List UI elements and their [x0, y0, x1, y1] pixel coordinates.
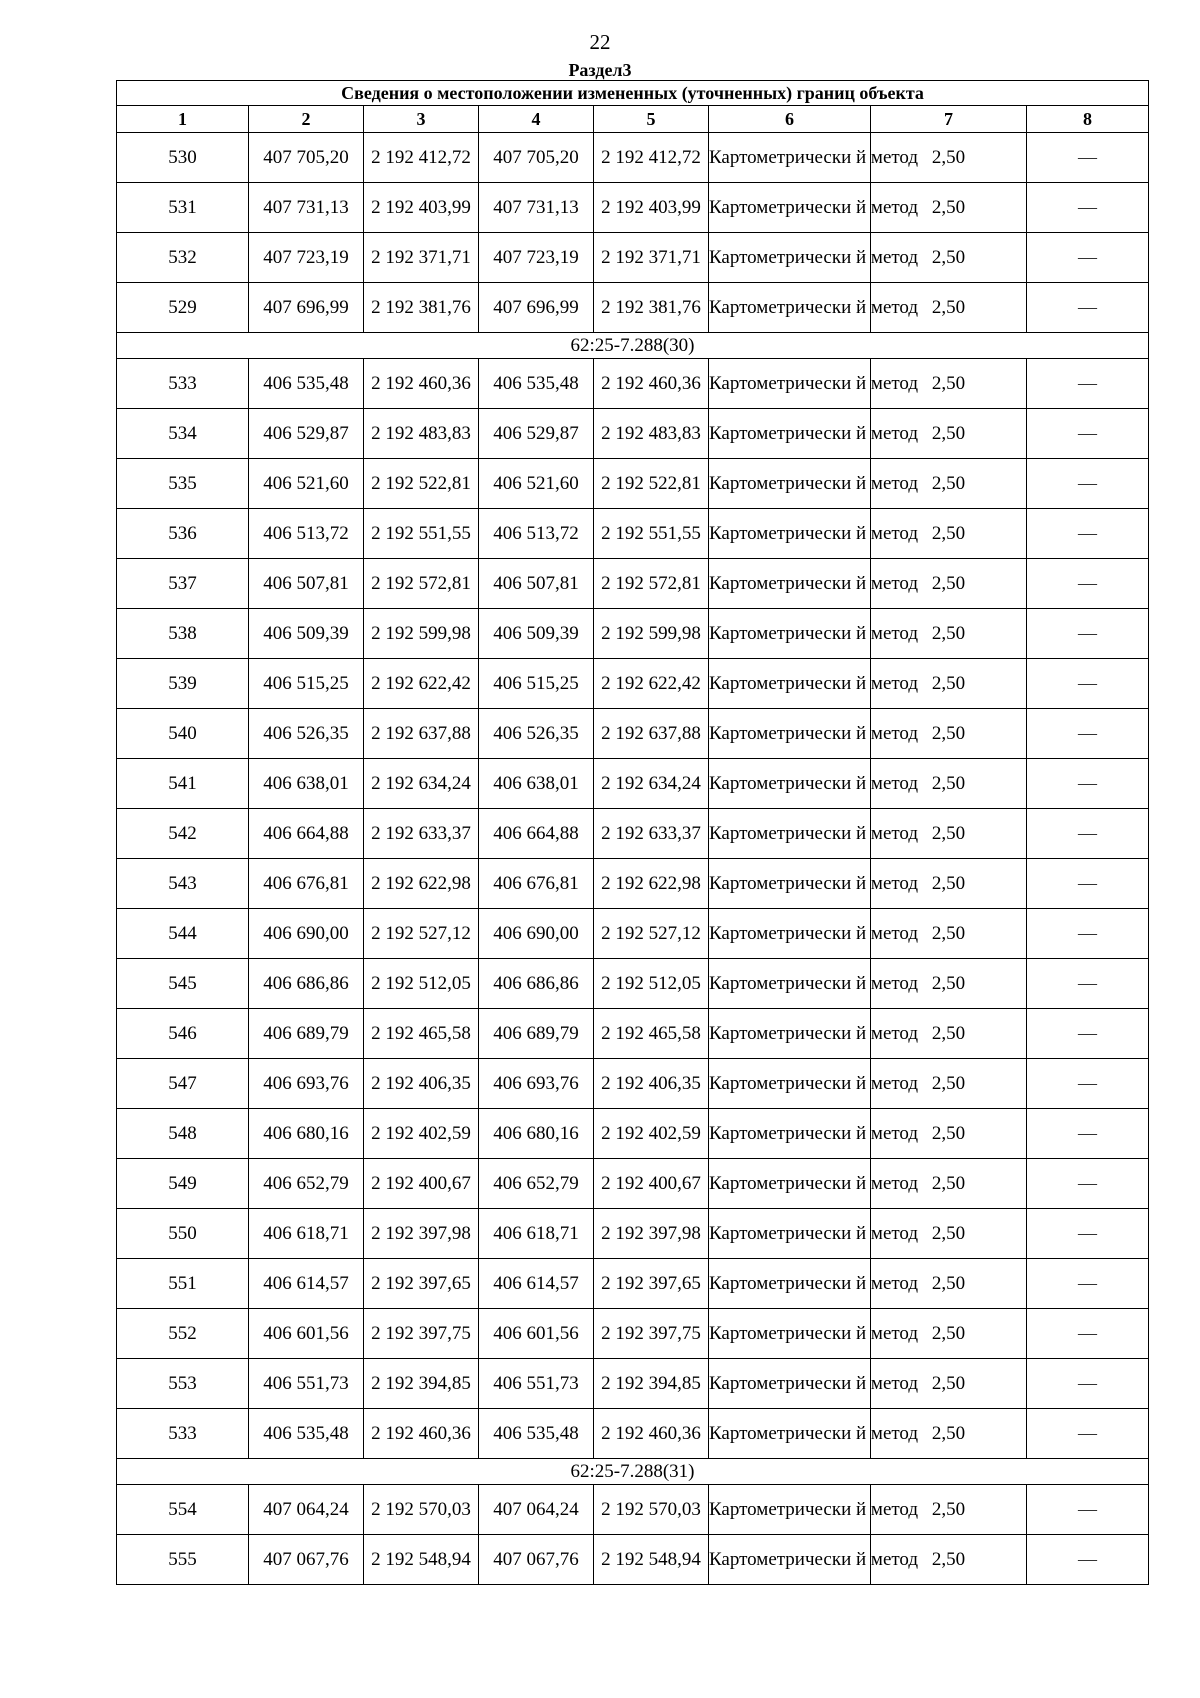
- point-number-cell: 545: [117, 959, 249, 1009]
- point-number-cell: 539: [117, 659, 249, 709]
- x-refined-cell: 406 529,87: [479, 409, 594, 459]
- note-cell: —: [1027, 559, 1149, 609]
- y-refined-cell: 2 192 522,81: [594, 459, 709, 509]
- y-refined-cell: 2 192 397,98: [594, 1209, 709, 1259]
- y-refined-cell: 2 192 394,85: [594, 1359, 709, 1409]
- method-cell: Картометрически й метод: [709, 759, 871, 809]
- y-refined-cell: 2 192 465,58: [594, 1009, 709, 1059]
- point-number-cell: 544: [117, 909, 249, 959]
- note-cell: —: [1027, 459, 1149, 509]
- table-row: [117, 283, 1149, 333]
- accuracy-cell: 2,50: [871, 1209, 1027, 1259]
- y-existing-cell: 2 192 402,59: [364, 1109, 479, 1159]
- x-refined-cell: 407 723,19: [479, 233, 594, 283]
- y-refined-cell: 2 192 460,36: [594, 1409, 709, 1459]
- x-existing-cell: 407 064,24: [249, 1485, 364, 1535]
- method-cell: Картометрически й метод: [709, 183, 871, 233]
- accuracy-cell: 2,50: [871, 233, 1027, 283]
- table-row: [117, 959, 1149, 1009]
- method-cell: Картометрически й метод: [709, 233, 871, 283]
- x-existing-cell: 406 529,87: [249, 409, 364, 459]
- accuracy-cell: 2,50: [871, 1485, 1027, 1535]
- point-number-cell: 530: [117, 133, 249, 183]
- x-refined-cell: 406 526,35: [479, 709, 594, 759]
- y-existing-cell: 2 192 406,35: [364, 1059, 479, 1109]
- point-number-cell: 538: [117, 609, 249, 659]
- section-title: Раздел3: [568, 60, 632, 80]
- y-refined-cell: 2 192 527,12: [594, 909, 709, 959]
- method-cell: Картометрически й метод: [709, 909, 871, 959]
- table-row: [117, 509, 1149, 559]
- x-existing-cell: 407 723,19: [249, 233, 364, 283]
- note-cell: —: [1027, 183, 1149, 233]
- y-existing-cell: 2 192 460,36: [364, 1409, 479, 1459]
- x-existing-cell: 406 535,48: [249, 1409, 364, 1459]
- method-cell: Картометрически й метод: [709, 283, 871, 333]
- x-refined-cell: 406 652,79: [479, 1159, 594, 1209]
- contour-group-label: 62:25-7.288(30): [117, 333, 1149, 359]
- note-cell: —: [1027, 859, 1149, 909]
- point-number-cell: 537: [117, 559, 249, 609]
- y-existing-cell: 2 192 394,85: [364, 1359, 479, 1409]
- accuracy-cell: 2,50: [871, 1309, 1027, 1359]
- y-refined-cell: 2 192 570,03: [594, 1485, 709, 1535]
- table-row: [117, 709, 1149, 759]
- point-number-cell: 529: [117, 283, 249, 333]
- y-refined-cell: 2 192 403,99: [594, 183, 709, 233]
- y-refined-cell: 2 192 633,37: [594, 809, 709, 859]
- page-number: 22: [589, 30, 611, 54]
- note-cell: —: [1027, 709, 1149, 759]
- y-refined-cell: 2 192 400,67: [594, 1159, 709, 1209]
- note-cell: —: [1027, 609, 1149, 659]
- x-refined-cell: 406 680,16: [479, 1109, 594, 1159]
- method-cell: Картометрически й метод: [709, 659, 871, 709]
- point-number-cell: 549: [117, 1159, 249, 1209]
- y-existing-cell: 2 192 522,81: [364, 459, 479, 509]
- y-refined-cell: 2 192 622,42: [594, 659, 709, 709]
- note-cell: —: [1027, 909, 1149, 959]
- note-cell: —: [1027, 409, 1149, 459]
- column-number: 7: [871, 106, 1027, 133]
- x-existing-cell: 406 693,76: [249, 1059, 364, 1109]
- x-refined-cell: 406 618,71: [479, 1209, 594, 1259]
- x-refined-cell: 407 696,99: [479, 283, 594, 333]
- method-cell: Картометрически й метод: [709, 133, 871, 183]
- table-row: [117, 1209, 1149, 1259]
- y-refined-cell: 2 192 397,65: [594, 1259, 709, 1309]
- note-cell: —: [1027, 1109, 1149, 1159]
- column-number: 3: [364, 106, 479, 133]
- note-cell: —: [1027, 1209, 1149, 1259]
- method-cell: Картометрически й метод: [709, 809, 871, 859]
- x-refined-cell: 406 689,79: [479, 1009, 594, 1059]
- method-cell: Картометрически й метод: [709, 1535, 871, 1585]
- accuracy-cell: 2,50: [871, 1409, 1027, 1459]
- note-cell: —: [1027, 283, 1149, 333]
- column-number: 8: [1027, 106, 1149, 133]
- method-cell: Картометрически й метод: [709, 409, 871, 459]
- x-existing-cell: 407 067,76: [249, 1535, 364, 1585]
- note-cell: —: [1027, 1485, 1149, 1535]
- table-row: [117, 1159, 1149, 1209]
- note-cell: —: [1027, 1259, 1149, 1309]
- point-number-cell: 541: [117, 759, 249, 809]
- x-refined-cell: 406 515,25: [479, 659, 594, 709]
- x-refined-cell: 406 693,76: [479, 1059, 594, 1109]
- table-row: [117, 1109, 1149, 1159]
- accuracy-cell: 2,50: [871, 409, 1027, 459]
- x-existing-cell: 406 535,48: [249, 359, 364, 409]
- note-cell: —: [1027, 133, 1149, 183]
- x-refined-cell: 406 664,88: [479, 809, 594, 859]
- x-existing-cell: 406 690,00: [249, 909, 364, 959]
- y-existing-cell: 2 192 637,88: [364, 709, 479, 759]
- note-cell: —: [1027, 659, 1149, 709]
- table-row: [117, 559, 1149, 609]
- accuracy-cell: 2,50: [871, 559, 1027, 609]
- y-existing-cell: 2 192 634,24: [364, 759, 479, 809]
- x-existing-cell: 406 618,71: [249, 1209, 364, 1259]
- x-existing-cell: 406 689,79: [249, 1009, 364, 1059]
- y-existing-cell: 2 192 622,42: [364, 659, 479, 709]
- y-existing-cell: 2 192 633,37: [364, 809, 479, 859]
- point-number-cell: 542: [117, 809, 249, 859]
- method-cell: Картометрически й метод: [709, 1309, 871, 1359]
- table-row: [117, 909, 1149, 959]
- accuracy-cell: 2,50: [871, 133, 1027, 183]
- y-refined-cell: 2 192 572,81: [594, 559, 709, 609]
- column-number: 2: [249, 106, 364, 133]
- table-row: [117, 359, 1149, 409]
- accuracy-cell: 2,50: [871, 1109, 1027, 1159]
- point-number-cell: 535: [117, 459, 249, 509]
- y-refined-cell: 2 192 406,35: [594, 1059, 709, 1109]
- x-existing-cell: 406 676,81: [249, 859, 364, 909]
- y-existing-cell: 2 192 371,71: [364, 233, 479, 283]
- table-row: [117, 759, 1149, 809]
- table-row: [117, 659, 1149, 709]
- note-cell: —: [1027, 1359, 1149, 1409]
- y-existing-cell: 2 192 572,81: [364, 559, 479, 609]
- x-existing-cell: 406 521,60: [249, 459, 364, 509]
- x-existing-cell: 406 513,72: [249, 509, 364, 559]
- x-refined-cell: 406 551,73: [479, 1359, 594, 1409]
- x-refined-cell: 407 705,20: [479, 133, 594, 183]
- x-existing-cell: 406 680,16: [249, 1109, 364, 1159]
- note-cell: —: [1027, 1009, 1149, 1059]
- x-existing-cell: 406 551,73: [249, 1359, 364, 1409]
- note-cell: —: [1027, 809, 1149, 859]
- x-refined-cell: 406 513,72: [479, 509, 594, 559]
- point-number-cell: 548: [117, 1109, 249, 1159]
- table-row: [117, 183, 1149, 233]
- x-existing-cell: 406 507,81: [249, 559, 364, 609]
- method-cell: Картометрически й метод: [709, 559, 871, 609]
- table-row: [117, 1059, 1149, 1109]
- y-existing-cell: 2 192 483,83: [364, 409, 479, 459]
- method-cell: Картометрически й метод: [709, 1059, 871, 1109]
- table-row: [117, 1359, 1149, 1409]
- column-number: 4: [479, 106, 594, 133]
- x-existing-cell: 407 731,13: [249, 183, 364, 233]
- table-row: [117, 609, 1149, 659]
- method-cell: Картометрически й метод: [709, 359, 871, 409]
- y-existing-cell: 2 192 570,03: [364, 1485, 479, 1535]
- accuracy-cell: 2,50: [871, 283, 1027, 333]
- table-row: [117, 409, 1149, 459]
- point-number-cell: 552: [117, 1309, 249, 1359]
- x-existing-cell: 407 696,99: [249, 283, 364, 333]
- x-refined-cell: 406 638,01: [479, 759, 594, 809]
- table-row: [117, 233, 1149, 283]
- y-refined-cell: 2 192 637,88: [594, 709, 709, 759]
- accuracy-cell: 2,50: [871, 1359, 1027, 1409]
- y-existing-cell: 2 192 400,67: [364, 1159, 479, 1209]
- point-number-cell: 536: [117, 509, 249, 559]
- note-cell: —: [1027, 1159, 1149, 1209]
- column-number: 5: [594, 106, 709, 133]
- accuracy-cell: 2,50: [871, 809, 1027, 859]
- point-number-cell: 551: [117, 1259, 249, 1309]
- method-cell: Картометрически й метод: [709, 1359, 871, 1409]
- x-refined-cell: 407 064,24: [479, 1485, 594, 1535]
- method-cell: Картометрически й метод: [709, 1485, 871, 1535]
- y-existing-cell: 2 192 599,98: [364, 609, 479, 659]
- x-existing-cell: 406 515,25: [249, 659, 364, 709]
- method-cell: Картометрически й метод: [709, 1209, 871, 1259]
- column-number-row: [117, 106, 1149, 133]
- note-cell: —: [1027, 1059, 1149, 1109]
- accuracy-cell: 2,50: [871, 1059, 1027, 1109]
- accuracy-cell: 2,50: [871, 759, 1027, 809]
- note-cell: —: [1027, 1535, 1149, 1585]
- x-existing-cell: 406 614,57: [249, 1259, 364, 1309]
- table-caption-row: [117, 81, 1149, 106]
- y-existing-cell: 2 192 527,12: [364, 909, 479, 959]
- y-refined-cell: 2 192 381,76: [594, 283, 709, 333]
- y-refined-cell: 2 192 622,98: [594, 859, 709, 909]
- point-number-cell: 555: [117, 1535, 249, 1585]
- method-cell: Картометрически й метод: [709, 859, 871, 909]
- x-refined-cell: 406 535,48: [479, 1409, 594, 1459]
- x-existing-cell: 406 638,01: [249, 759, 364, 809]
- accuracy-cell: 2,50: [871, 1259, 1027, 1309]
- accuracy-cell: 2,50: [871, 1009, 1027, 1059]
- point-number-cell: 540: [117, 709, 249, 759]
- x-existing-cell: 407 705,20: [249, 133, 364, 183]
- method-cell: Картометрически й метод: [709, 1409, 871, 1459]
- y-refined-cell: 2 192 402,59: [594, 1109, 709, 1159]
- table-caption: Сведения о местоположении измененных (уточненных) границ объекта: [117, 81, 1149, 106]
- y-existing-cell: 2 192 403,99: [364, 183, 479, 233]
- y-refined-cell: 2 192 548,94: [594, 1535, 709, 1585]
- x-refined-cell: 407 067,76: [479, 1535, 594, 1585]
- x-refined-cell: 406 535,48: [479, 359, 594, 409]
- column-number: 1: [117, 106, 249, 133]
- x-existing-cell: 406 652,79: [249, 1159, 364, 1209]
- table-row: [117, 133, 1149, 183]
- method-cell: Картометрически й метод: [709, 609, 871, 659]
- method-cell: Картометрически й метод: [709, 1159, 871, 1209]
- accuracy-cell: 2,50: [871, 909, 1027, 959]
- x-refined-cell: 406 507,81: [479, 559, 594, 609]
- note-cell: —: [1027, 959, 1149, 1009]
- point-number-cell: 546: [117, 1009, 249, 1059]
- x-refined-cell: 406 521,60: [479, 459, 594, 509]
- note-cell: —: [1027, 1409, 1149, 1459]
- x-refined-cell: 406 601,56: [479, 1309, 594, 1359]
- point-number-cell: 550: [117, 1209, 249, 1259]
- table-row: [117, 1309, 1149, 1359]
- note-cell: —: [1027, 359, 1149, 409]
- y-refined-cell: 2 192 397,75: [594, 1309, 709, 1359]
- note-cell: —: [1027, 233, 1149, 283]
- contour-group-row: [117, 1459, 1149, 1485]
- x-refined-cell: 407 731,13: [479, 183, 594, 233]
- x-existing-cell: 406 601,56: [249, 1309, 364, 1359]
- table-row: [117, 1259, 1149, 1309]
- point-number-cell: 534: [117, 409, 249, 459]
- point-number-cell: 531: [117, 183, 249, 233]
- point-number-cell: 533: [117, 1409, 249, 1459]
- point-number-cell: 533: [117, 359, 249, 409]
- y-refined-cell: 2 192 371,71: [594, 233, 709, 283]
- table-row: [117, 1485, 1149, 1535]
- y-refined-cell: 2 192 599,98: [594, 609, 709, 659]
- accuracy-cell: 2,50: [871, 359, 1027, 409]
- y-existing-cell: 2 192 551,55: [364, 509, 479, 559]
- y-refined-cell: 2 192 412,72: [594, 133, 709, 183]
- x-refined-cell: 406 614,57: [479, 1259, 594, 1309]
- table-row: [117, 1409, 1149, 1459]
- y-existing-cell: 2 192 397,75: [364, 1309, 479, 1359]
- table-row: [117, 809, 1149, 859]
- y-existing-cell: 2 192 397,98: [364, 1209, 479, 1259]
- x-existing-cell: 406 526,35: [249, 709, 364, 759]
- x-existing-cell: 406 509,39: [249, 609, 364, 659]
- contour-group-row: [117, 333, 1149, 359]
- note-cell: —: [1027, 1309, 1149, 1359]
- method-cell: Картометрически й метод: [709, 959, 871, 1009]
- point-number-cell: 532: [117, 233, 249, 283]
- accuracy-cell: 2,50: [871, 183, 1027, 233]
- column-number: 6: [709, 106, 871, 133]
- x-refined-cell: 406 509,39: [479, 609, 594, 659]
- accuracy-cell: 2,50: [871, 659, 1027, 709]
- method-cell: Картометрически й метод: [709, 1259, 871, 1309]
- method-cell: Картометрически й метод: [709, 509, 871, 559]
- y-existing-cell: 2 192 460,36: [364, 359, 479, 409]
- accuracy-cell: 2,50: [871, 959, 1027, 1009]
- x-refined-cell: 406 690,00: [479, 909, 594, 959]
- x-existing-cell: 406 664,88: [249, 809, 364, 859]
- y-refined-cell: 2 192 634,24: [594, 759, 709, 809]
- y-refined-cell: 2 192 483,83: [594, 409, 709, 459]
- note-cell: —: [1027, 759, 1149, 809]
- y-refined-cell: 2 192 512,05: [594, 959, 709, 1009]
- y-refined-cell: 2 192 460,36: [594, 359, 709, 409]
- y-existing-cell: 2 192 381,76: [364, 283, 479, 333]
- point-number-cell: 553: [117, 1359, 249, 1409]
- y-existing-cell: 2 192 397,65: [364, 1259, 479, 1309]
- note-cell: —: [1027, 509, 1149, 559]
- method-cell: Картометрически й метод: [709, 709, 871, 759]
- y-existing-cell: 2 192 548,94: [364, 1535, 479, 1585]
- y-existing-cell: 2 192 465,58: [364, 1009, 479, 1059]
- table-row: [117, 1009, 1149, 1059]
- x-refined-cell: 406 686,86: [479, 959, 594, 1009]
- accuracy-cell: 2,50: [871, 459, 1027, 509]
- accuracy-cell: 2,50: [871, 859, 1027, 909]
- contour-group-label: 62:25-7.288(31): [117, 1459, 1149, 1485]
- y-existing-cell: 2 192 622,98: [364, 859, 479, 909]
- accuracy-cell: 2,50: [871, 709, 1027, 759]
- accuracy-cell: 2,50: [871, 1535, 1027, 1585]
- accuracy-cell: 2,50: [871, 609, 1027, 659]
- table-row: [117, 1535, 1149, 1585]
- table-row: [117, 859, 1149, 909]
- y-refined-cell: 2 192 551,55: [594, 509, 709, 559]
- y-existing-cell: 2 192 412,72: [364, 133, 479, 183]
- accuracy-cell: 2,50: [871, 509, 1027, 559]
- method-cell: Картометрически й метод: [709, 1009, 871, 1059]
- method-cell: Картометрически й метод: [709, 1109, 871, 1159]
- point-number-cell: 543: [117, 859, 249, 909]
- x-existing-cell: 406 686,86: [249, 959, 364, 1009]
- accuracy-cell: 2,50: [871, 1159, 1027, 1209]
- table-row: [117, 459, 1149, 509]
- table-body: [117, 133, 1149, 1585]
- boundary-coordinates-table: [116, 80, 1149, 1585]
- point-number-cell: 554: [117, 1485, 249, 1535]
- y-existing-cell: 2 192 512,05: [364, 959, 479, 1009]
- method-cell: Картометрически й метод: [709, 459, 871, 509]
- point-number-cell: 547: [117, 1059, 249, 1109]
- x-refined-cell: 406 676,81: [479, 859, 594, 909]
